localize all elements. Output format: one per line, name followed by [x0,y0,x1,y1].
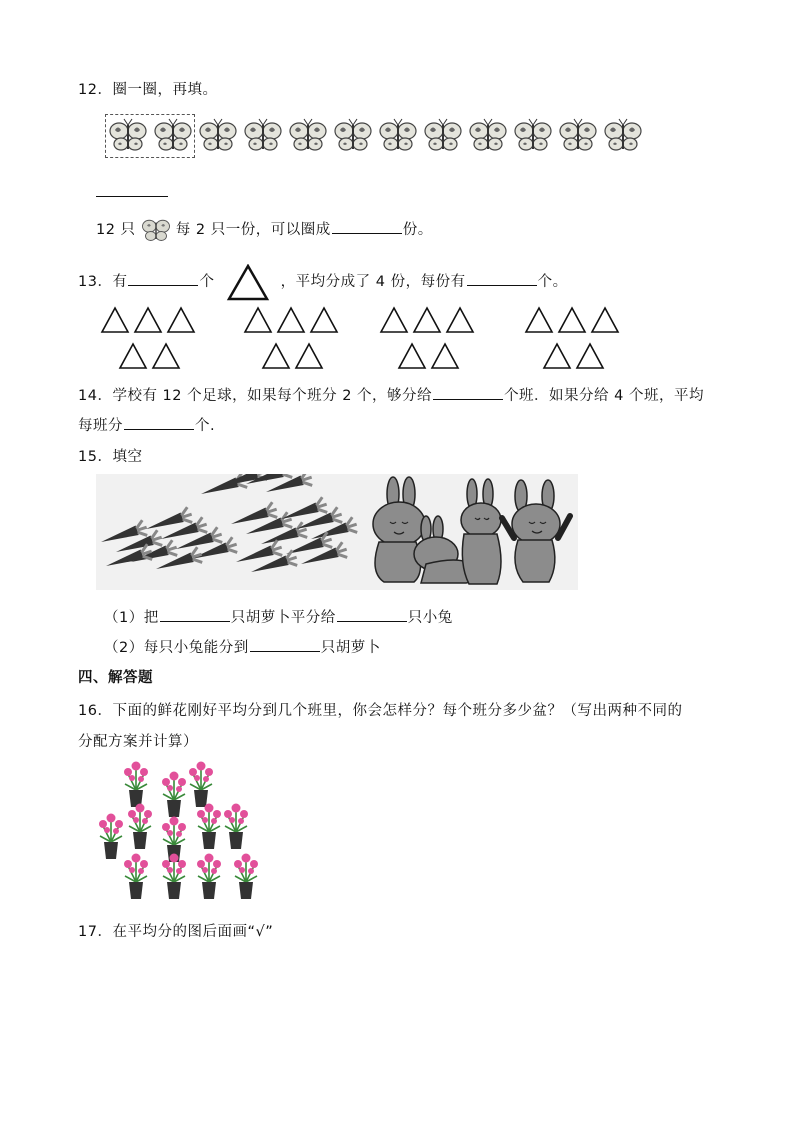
answer-blank[interactable] [250,637,320,652]
flower-pot-icon [126,802,154,854]
answer-blank[interactable] [337,607,407,622]
answer-blank[interactable] [160,607,230,622]
q14-text-d: 个. [195,418,216,434]
triangle-icon [243,306,273,338]
triangle-icon [151,342,181,374]
triangle-icon [379,306,409,338]
q15-sub2 [104,636,381,657]
q12-sentence [96,216,433,244]
triangle-icon [309,306,339,338]
triangle-icon [430,342,460,374]
q14-text-b: 个班．如果分给 4 个班，平均 [504,388,705,404]
butterfly-icon [141,216,171,244]
butterfly-icon [333,118,373,154]
triangle-icon [590,306,620,338]
butterfly-icon [558,118,598,154]
butterfly-icon [513,118,553,154]
butterfly-icon [243,118,283,154]
triangle-icon [557,306,587,338]
butterfly-icon [423,118,463,154]
q12-unit: 份。 [402,222,433,238]
q15-sub1 [104,606,453,627]
section-title: 四、解答题 [78,670,153,686]
q15-sub1-b: 只胡萝卜平分给 [230,610,336,626]
q13-line [78,264,568,300]
butterfly-icon [108,118,148,154]
q14-text-c: 每班分 [78,418,123,434]
butterfly-icon [198,118,238,154]
triangle-icon [261,342,291,374]
q14-text-a: 14．学校有 12 个足球，如果每个班分 2 个，够分给 [78,388,433,404]
q15-sub1-a: （1）把 [104,610,159,626]
flower-pot-icon [195,852,223,904]
q15-title: 15．填空 [78,449,143,465]
triangle-icon [445,306,475,338]
butterfly-icon [378,118,418,154]
triangle-icon [542,342,572,374]
triangle-icon [412,306,442,338]
triangle-icon [100,306,130,338]
triangle-icon [276,306,306,338]
triangle-icon [524,306,554,338]
q14-line1 [78,384,704,405]
butterfly-icon [603,118,643,154]
butterfly-icon [468,118,508,154]
triangle-icon [397,342,427,374]
flower-pot-icon [232,852,260,904]
q12-title: 12．圈一圈，再填。 [78,82,218,98]
q13-part-d: 个。 [537,274,568,290]
q13-part-b: 个 [199,274,215,290]
q16-line2: 分配方案并计算） [78,734,198,750]
q13-part-a: 13．有 [78,274,128,290]
answer-blank[interactable] [128,271,198,286]
butterfly-icon [153,118,193,154]
triangle-icon [226,264,270,300]
triangle-icon [118,342,148,374]
q15-sub1-c: 只小兔 [407,610,453,626]
carrots-rabbits-image [96,474,578,590]
answer-blank[interactable] [467,271,537,286]
answer-blank[interactable] [124,415,194,430]
q12-rule-text: 每 2 只一份，可以圈成 [175,222,331,238]
q12-count-text: 12 只 [96,222,136,238]
butterfly-icon [288,118,328,154]
q17-title: 17．在平均分的图后面画“√” [78,924,274,940]
flower-pot-icon [122,852,150,904]
q15-sub2-a: （2）每只小兔能分到 [104,640,249,656]
flower-pot-icon [222,802,250,854]
q16-line1: 16．下面的鲜花刚好平均分到几个班里，你会怎样分？每个班分多少盆？（写出两种不同的 [78,703,683,719]
triangle-icon [166,306,196,338]
triangle-icon [294,342,324,374]
flower-pot-icon [97,812,125,864]
flower-pot-icon [160,852,188,904]
answer-blank[interactable] [433,385,503,400]
triangle-icon [133,306,163,338]
q13-part-c: ，平均分成了 4 份，每份有 [280,274,466,290]
q14-line2 [78,414,215,435]
q15-sub2-b: 只胡萝卜 [320,640,381,656]
answer-blank[interactable] [332,219,402,234]
flower-pot-icon [195,802,223,854]
triangle-icon [575,342,605,374]
answer-line [96,196,168,197]
